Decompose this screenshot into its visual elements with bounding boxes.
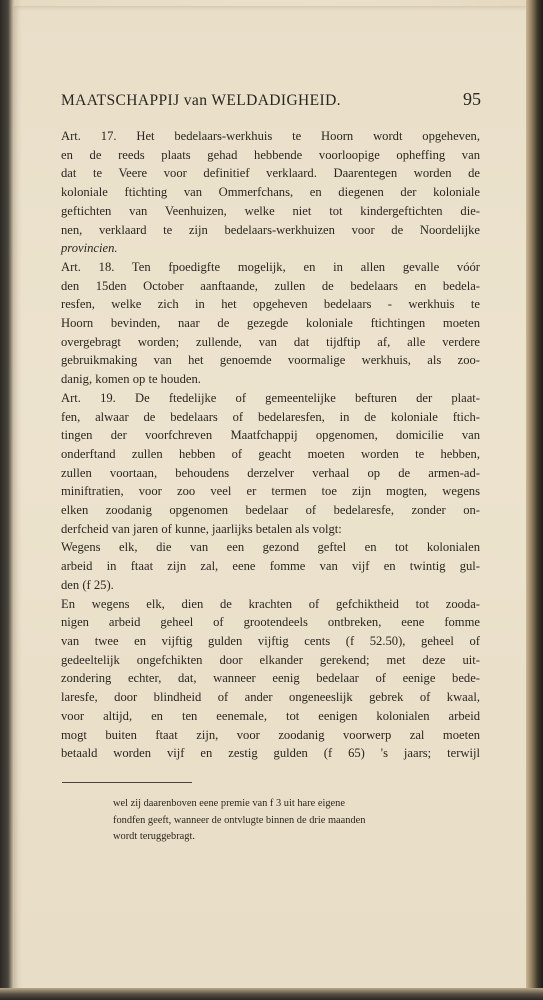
body-text (61, 127, 480, 763)
text-line: nen, verklaard te zijn bedelaars-werkhuizen voor de Noordelijke (61, 222, 480, 237)
text-line: miniftratien, voor zoo veel er termen toe zijn mogten, wegens (61, 484, 480, 499)
footnote-line: wordt teruggebragt. (113, 831, 195, 842)
page-edge-right (526, 0, 543, 1000)
paragraph-wegens-elk (61, 538, 480, 594)
footnote-line: wel zij daarenboven eene premie van f 3 uit hare eigene (113, 798, 345, 809)
text-line: voor altijd, en ten eenemale, tot eenigen kolonialen arbeid (61, 708, 480, 723)
text-line: elken zoodanig opgenomen bedelaar of bedelaresfe, zonder on- (61, 503, 480, 518)
text-line: Art. 17. Het bedelaars-werkhuis te Hoorn wordt opgeheven, (61, 129, 480, 143)
text-line: geftichten van Veenhuizen, welke niet tot kindergeftichten die- (61, 203, 480, 218)
text-line: Wegens elk, die van een gezond geftel en tot kolonialen (61, 540, 480, 555)
text-line: en de reeds plaats gehad hebbende voorloopige opheffing van (61, 147, 480, 162)
text-line: Hoorn bevinden, naar de gezegde koloniale ftichtingen moeten (61, 316, 480, 331)
text-line: onderftand zullen hebben of geacht moeten worden te hebben, (61, 446, 480, 461)
page-header (61, 89, 481, 118)
text-line: koloniale ftichting van Ommerfchans, en diegenen der koloniale (61, 185, 480, 200)
page-edge-bottom (0, 988, 543, 1000)
text-line: derfcheid van jaren of kunne, jaarlijks betalen als volgt: (61, 521, 342, 536)
text-line: overgebragt worden; zullende, van dat tijdftip af, alle verdere (61, 334, 480, 349)
text-line: den (f 25). (61, 577, 114, 592)
paragraph-art-19 (61, 389, 480, 539)
text-line: betaald worden vijf en zestig gulden (f 65) 's jaars; terwijl (61, 746, 480, 761)
text-line: tingen der voorfchreven Maatfchappij opgenomen, domicilie van (61, 428, 480, 443)
text-line: dat te Veere voor definitief verklaard. Daarentegen worden de (61, 166, 480, 181)
text-line: resfen, welke zich in het opgeheven bedelaars - werkhuis te (61, 297, 480, 312)
paragraph-art-18 (61, 258, 480, 389)
text-line: fen, alwaar de bedelaars of bedelaresfen, in de koloniale ftich- (61, 409, 480, 424)
text-line: den 15den October aanftaande, zullen de bedelaars en bedela- (61, 278, 480, 293)
running-head: MAATSCHAPPIJ van WELDADIGHEID. (61, 92, 341, 109)
text-line: laresfe, door blindheid of ander ongeneeslijk gebrek of kwaal, (61, 690, 480, 705)
text-line: danig, komen op te houden. (61, 372, 201, 387)
text-line: gedeeltelijk ongefchikten door elkander gerekend; met deze uit- (61, 652, 480, 667)
text-line: gebruikmaking van het genoemde voormalige werkhuis, als zoo- (61, 353, 480, 368)
text-line: arbeid in ftaat zijn zal, eene fomme van vijf en twintig gul- (61, 559, 480, 574)
text-line: provincien. (61, 241, 118, 256)
footnote (113, 796, 435, 846)
text-line: nigen arbeid geheel of grootendeels ontbreken, eene fomme (61, 615, 480, 630)
footnote-rule (62, 782, 192, 783)
text-line: En wegens elk, dien de krachten of gefchiktheid tot zooda- (61, 596, 480, 611)
text-line: zullen voortaan, behoudens derzelver verhaal op de armen-ad- (61, 465, 480, 480)
paragraph-art-17 (61, 127, 480, 258)
text-line: zondering echter, dat, wanneer eenig bedelaar of eenige bede- (61, 671, 480, 686)
text-line: Art. 19. De ftedelijke of gemeentelijke befturen der plaat- (61, 390, 480, 405)
page-number: 95 (463, 89, 481, 109)
paragraph-en-wegens-elk (61, 595, 480, 763)
text-line: mogt buiten ftaat zijn, voor zoodanig voorwerp zal moeten (61, 727, 480, 742)
text-line: van twee en vijftig gulden vijftig cents (f 52.50), geheel of (61, 633, 480, 648)
footnote-line: fondfen geeft, wanneer de ontvlugte binnen de drie maanden (113, 814, 366, 826)
text-line: Art. 18. Ten fpoedigfte mogelijk, en in allen gevalle vóór (61, 259, 480, 274)
